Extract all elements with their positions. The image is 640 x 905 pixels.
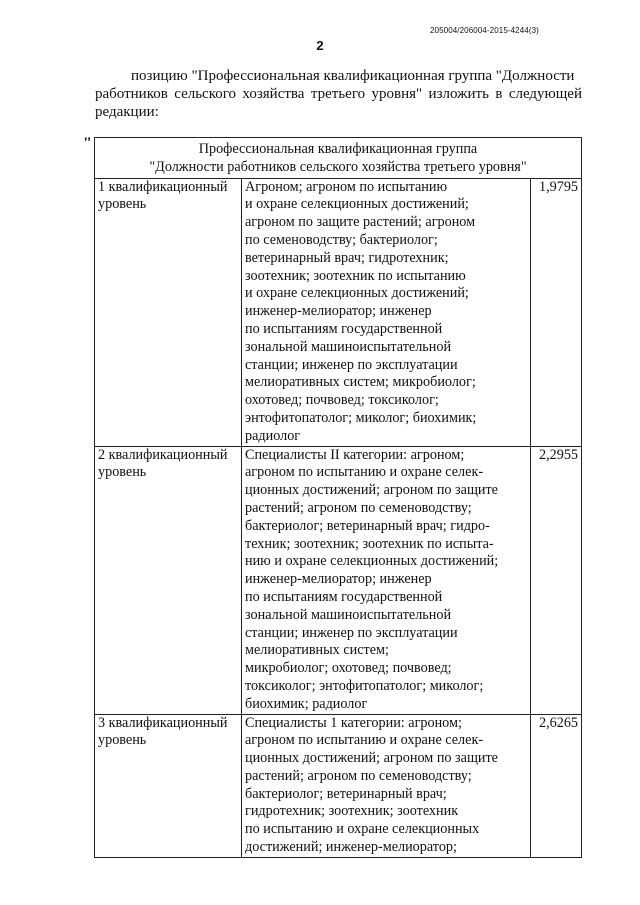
position-text-line: станции; инженер по эксплуатации [245, 356, 458, 373]
positions-cell [242, 178, 531, 446]
coefficient-cell: 2,6265 [531, 714, 582, 857]
position-text-line: ционных достижений; агроном по защите [245, 482, 498, 499]
position-text-line: ветеринарный врач; гидротехник; [245, 249, 449, 266]
positions-cell [242, 446, 531, 714]
intro-line: работников сельского хозяйства третьего уровня" изложить в следующей [95, 86, 582, 102]
position-text-line: растений; агроном по семеноводству; [245, 767, 472, 784]
position-text-line: бактериолог; ветеринарный врач; гидро- [245, 517, 490, 534]
position-text-line: микробиолог; охотовед; почвовед; [245, 660, 452, 677]
position-text-line: растений; агроном по семеноводству; [245, 499, 472, 516]
table-row [95, 446, 582, 714]
opening-quote-mark: " [83, 135, 92, 152]
qualification-level-text: 1 квалификационный [98, 178, 228, 195]
coefficient-cell: 2,2955 [531, 446, 582, 714]
qualification-level-text: 3 квалификационный [98, 714, 228, 731]
position-text-line: охотовед; почвовед; токсиколог; [245, 392, 439, 409]
position-text-line: зональной машиноиспытательной [245, 338, 452, 355]
position-text-line: и охране селекционных достижений; [245, 285, 469, 302]
position-text-line: бактериолог; ветеринарный врач; [245, 785, 447, 802]
position-text-line: агроном по испытанию и охране селек- [245, 732, 484, 749]
position-text-line: агроном по испытанию и охране селек- [245, 464, 484, 481]
qualification-level-cell [95, 178, 242, 446]
position-text-line: по испытанию и охране селекционных [245, 821, 480, 838]
position-text-line: Агроном; агроном по испытанию [245, 178, 448, 195]
document-id: 205004/206004-2015-4244(3) [430, 26, 539, 35]
coefficient-cell: 1,9795 [531, 178, 582, 446]
qualification-table [94, 137, 582, 858]
position-text-line: Специалисты II категории: агроном; [245, 446, 465, 463]
position-text-line: инженер-мелиоратор; инженер [245, 303, 432, 320]
position-text-line: по испытаниям государственной [245, 588, 443, 605]
position-text-line: и охране селекционных достижений; [245, 196, 469, 213]
position-text-line: нию и охране селекционных достижений; [245, 553, 499, 570]
position-text-line: достижений; инженер-мелиоратор; [245, 839, 457, 856]
position-text-line: инженер-мелиоратор; инженер [245, 571, 432, 588]
qualification-level-text: уровень [98, 196, 147, 213]
intro-line: позицию "Профессиональная квалификационная группа "Должности [131, 68, 575, 84]
qualification-level-text: уровень [98, 732, 147, 749]
intro-line: редакции: [95, 104, 159, 120]
position-text-line: по семеноводству; бактериолог; [245, 231, 438, 248]
position-text-line: энтофитопатолог; миколог; биохимик; [245, 409, 477, 426]
position-text-line: радиолог [245, 427, 301, 444]
position-text-line: агроном по защите растений; агроном [245, 214, 476, 231]
position-text-line: зоотехник; зоотехник по испытанию [245, 267, 466, 284]
position-text-line: мелиоративных систем; микробиолог; [245, 374, 476, 391]
position-text-line: Специалисты 1 категории: агроном; [245, 714, 462, 731]
table-row [95, 714, 582, 857]
intro-paragraph [95, 67, 582, 121]
positions-cell [242, 714, 531, 857]
table-body [95, 178, 582, 857]
table-header-line: Профессиональная квалификационная группа [198, 141, 478, 157]
position-text-line: зональной машиноиспытательной [245, 606, 452, 623]
qualification-level-text: уровень [98, 464, 147, 481]
table-header [95, 138, 582, 179]
qualification-level-cell [95, 714, 242, 857]
page-number: 2 [316, 38, 324, 53]
position-text-line: биохимик; радиолог [245, 695, 368, 712]
position-text-line: гидротехник; зоотехник; зоотехник [245, 803, 459, 820]
position-text-line: токсиколог; энтофитопатолог; миколог; [245, 677, 484, 694]
table-header-line: "Должности работников сельского хозяйства третьего уровня" [149, 158, 527, 175]
position-text-line: по испытаниям государственной [245, 320, 443, 337]
position-text-line: техник; зоотехник; зоотехник по испыта- [245, 535, 494, 552]
qualification-level-text: 2 квалификационный [98, 446, 228, 463]
table-header-row [95, 138, 582, 179]
position-text-line: мелиоративных систем; [245, 642, 389, 659]
table-row [95, 178, 582, 446]
qualification-level-cell [95, 446, 242, 714]
position-text-line: ционных достижений; агроном по защите [245, 750, 498, 767]
position-text-line: станции; инженер по эксплуатации [245, 624, 458, 641]
